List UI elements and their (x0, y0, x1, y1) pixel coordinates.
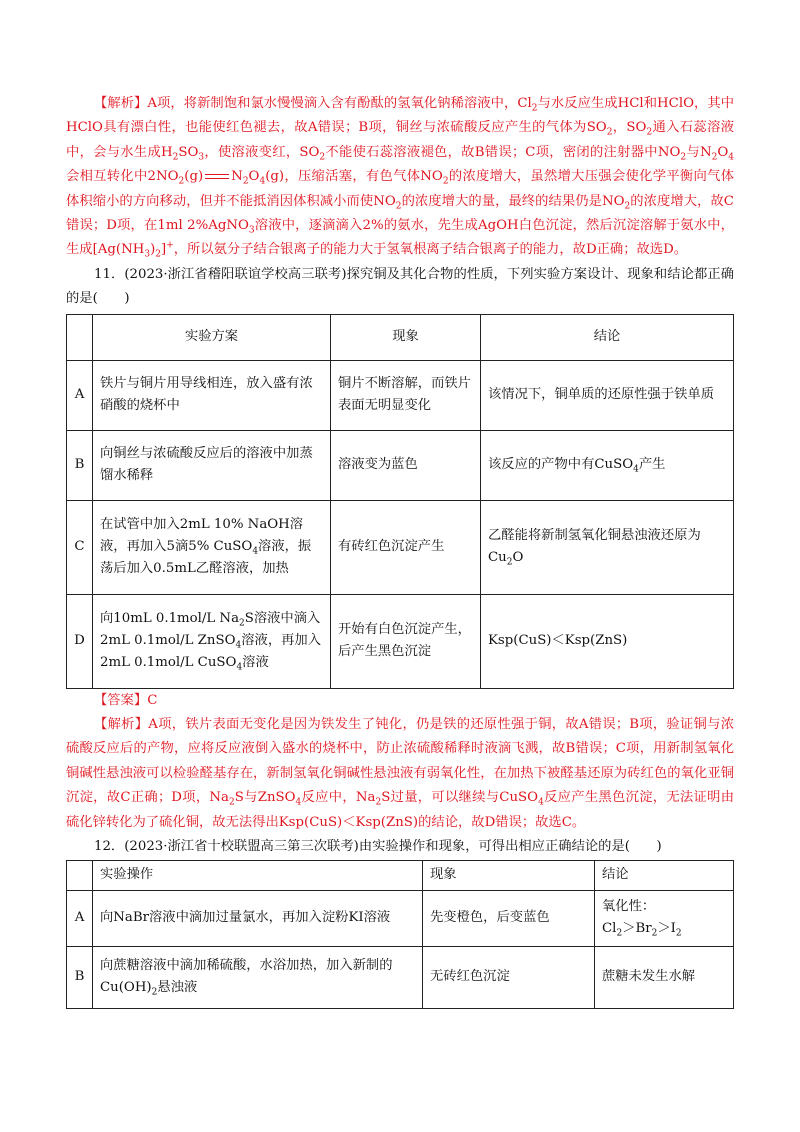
conclusion-cell: 该情况下，铜单质的还原性强于铁单质 (481, 360, 734, 430)
answer-tag: 【答案】 (94, 692, 148, 708)
operation-cell: 向蔗糖溶液中滴加稀硫酸，水浴加热，加入新制的$Cu(OH)_2$悬浊液 (93, 946, 423, 1008)
header-plan: 实验方案 (93, 314, 331, 360)
plan-cell: 向10mL 0.1mol/L $Na_2S$溶液中滴入2mL 0.1mol/L ZnSO$_4$溶液，再加入2mL 0.1mol/L CuSO$_4$溶液 (93, 594, 331, 688)
question-11-table (66, 314, 734, 689)
answer-value: C (147, 692, 158, 708)
conclusion-cell: 乙醛能将新制氢氧化铜悬浊液还原为$Cu_2O$ (481, 500, 734, 594)
conclusion-cell: 氧化性： $Cl_2>Br_2>I_2$ (595, 890, 734, 946)
question-12-table (66, 860, 734, 1009)
table-header-row (67, 314, 734, 360)
table-row (67, 890, 734, 946)
analysis-tag: 【解析】 (94, 96, 148, 111)
row-label: A (67, 360, 93, 430)
equilibrium-arrow-icon (203, 172, 231, 182)
analysis-tag: 【解析】 (94, 717, 149, 733)
row-label: C (67, 500, 93, 594)
row-label: A (67, 890, 93, 946)
operation-cell: 向NaBr溶液中滴加过量氯水，再加入淀粉KI溶液 (93, 890, 423, 946)
header-phenomenon: 现象 (423, 860, 595, 890)
answer-11 (66, 689, 734, 713)
table-row (67, 360, 734, 430)
plan-cell: 铁片与铜片用导线相连，放入盛有浓硝酸的烧杯中 (93, 360, 331, 430)
header-operation: 实验操作 (93, 860, 423, 890)
phenomenon-cell: 开始有白色沉淀产生，后产生黑色沉淀 (331, 594, 481, 688)
header-phenomenon: 现象 (331, 314, 481, 360)
conclusion-cell: 蔗糖未发生水解 (595, 946, 734, 1008)
plan-cell: 向铜丝与浓硫酸反应后的溶液中加蒸馏水稀释 (93, 430, 331, 500)
conclusion-cell: 该反应的产物中有CuSO$_4$产生 (481, 430, 734, 500)
row-label: B (67, 430, 93, 500)
header-conclusion: 结论 (595, 860, 734, 890)
row-label: D (67, 594, 93, 688)
document-page (66, 92, 734, 1009)
conclusion-cell: Ksp(CuS)＜Ksp(ZnS) (481, 594, 734, 688)
table-row (67, 500, 734, 594)
phenomenon-cell: 无砖红色沉淀 (423, 946, 595, 1008)
phenomenon-cell: 溶液变为蓝色 (331, 430, 481, 500)
phenomenon-cell: 先变橙色，后变蓝色 (423, 890, 595, 946)
question-11-stem: 11．(2023·浙江省稽阳联谊学校高三联考)探究铜及其化合物的性质，下列实验方案设计、现象和结论都正确的是( ) (66, 266, 734, 307)
header-conclusion: 结论 (481, 314, 734, 360)
question-12-stem: 12．(2023·浙江省十校联盟高三第三次联考)由实验操作和现象，可得出相应正确结论的是( ) (94, 839, 662, 855)
table-row (67, 594, 734, 688)
analysis-11: 【解析】A项，铁片表面无变化是因为铁发生了钝化，仍是铁的还原性强于铜，故A错误；B项，验证铜与浓硫酸反应后的产物，应将反应液倒入盛水的烧杯中，防止浓硫酸稀释时液滴飞溅，故B错误；C项，用新制氢氧化铜碱性悬浊液可以检验醛基存在，新制氢氧化铜碱性悬浊液有弱氧化性，在加热下被醛基还原为砖红色的氧化亚铜沉淀，故C正确；D项，$Na_2S$与ZnSO$_4$反应中，$Na_2S$过量，可以继续与CuSO$_4$反应产生黑色沉淀，无法证明由硫化锌转化为了硫化铜，故无法得出Ksp(CuS)＜Ksp(ZnS)的结论，故D错误；故选C。 (66, 717, 735, 830)
table-row (67, 946, 734, 1008)
phenomenon-cell: 铜片不断溶解，而铁片表面无明显变化 (331, 360, 481, 430)
analysis-10: 【解析】A项，将新制饱和氯水慢慢滴入含有酚酞的氢氧化钠稀溶液中，$Cl_2$与水反应生成HCl和HClO，其中HClO具有漂白性，也能使红色褪去，故A错误；B项，铜丝与浓硫酸反应产生的气体为$SO_2$，$SO_2$通入石蕊溶液中，会与水生成$H_2SO_3$，使溶液变红，$SO_2$不能使石蕊溶液褪色，故B错误；C项，密闭的注射器中$NO_2$与$N_2O_4$会相互转化中$2NO_2(g)$ $N_2O_4(g)$，压缩活塞，有色气体$NO_2$的浓度增大，虽然增大压强会使化学平衡向气体体积缩小的方向移动，但并不能抵消因体积减小而使$NO_2$的浓度增大的量，最终的结果仍是$NO_2$的浓度增大，故C错误；D项，在1ml 2%AgNO$_3$溶液中，逐滴滴入2%的氨水，先生成AgOH白色沉淀，然后沉淀溶解于氨水中，生成$[Ag(NH_3)_2]^+$，所以氨分子结合银离子的能力大于氢氧根离子结合银离子的能力，故D正确；故选D。 (66, 96, 735, 261)
plan-cell: 在试管中加入2mL 10% NaOH溶液，再加入5滴5% CuSO$_4$溶液，振荡后加入0.5mL乙醛溶液，加热 (93, 500, 331, 594)
phenomenon-cell: 有砖红色沉淀产生 (331, 500, 481, 594)
row-label: B (67, 946, 93, 1008)
table-header-row (67, 860, 734, 890)
table-row (67, 430, 734, 500)
